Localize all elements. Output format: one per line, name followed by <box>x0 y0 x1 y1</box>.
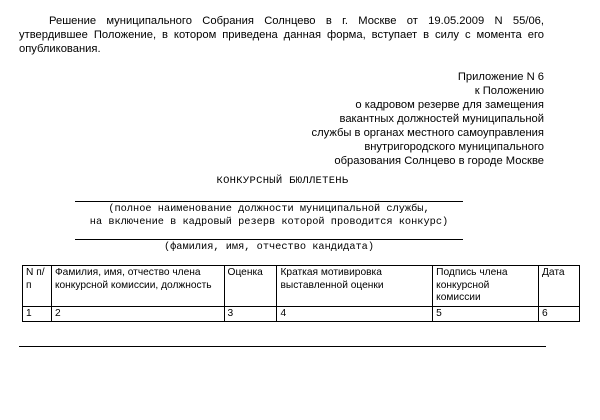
column-number-cell: 3 <box>224 306 277 322</box>
candidate-hint: (фамилия, имя, отчество кандидата) <box>163 241 375 253</box>
header-score: Оценка <box>224 266 277 307</box>
column-number-cell: 6 <box>539 306 580 322</box>
notice-line-2: утвердившее Положение, в котором приведена данная форма, вступает в силу с момента его <box>19 29 544 41</box>
header-signature: Подпись члена конкурсной комиссии <box>433 266 539 307</box>
appendix-header <box>312 70 544 168</box>
decision-notice <box>19 14 544 56</box>
appendix-line: к Положению <box>474 85 544 97</box>
position-hint-line-1: (полное наименование должности муниципальной службы, <box>108 203 430 215</box>
header-date: Дата <box>539 266 580 307</box>
notice-line-1: Решение муниципального Собрания Солнцево в г. Москве от 19.05.2009 N 55/06, <box>49 15 544 27</box>
appendix-line: вакантных должностей муниципальной <box>339 113 544 125</box>
header-motivation: Краткая мотивировка выставленной оценки <box>277 266 433 307</box>
bottom-divider <box>19 346 546 347</box>
column-number-cell: 5 <box>433 306 539 322</box>
candidate-blank-line <box>75 239 463 240</box>
column-number-cell: 2 <box>51 306 224 322</box>
column-number-cell: 4 <box>277 306 433 322</box>
header-number: N п/п <box>23 266 52 307</box>
ballot-title: КОНКУРСНЫЙ БЮЛЛЕТЕНЬ <box>216 175 349 187</box>
appendix-line: внутригородского муниципального <box>364 141 544 153</box>
table-header-row <box>23 266 580 307</box>
header-member-name: Фамилия, имя, отчество члена конкурсной комиссии, должность <box>51 266 224 307</box>
table-row <box>23 306 580 322</box>
position-blank-line <box>75 201 463 202</box>
appendix-line: образования Солнцево в городе Москве <box>334 155 544 167</box>
appendix-line: службы в органах местного самоуправления <box>311 127 544 139</box>
commission-table <box>22 265 580 322</box>
notice-line-3: опубликования. <box>19 43 101 55</box>
appendix-line: о кадровом резерве для замещения <box>355 99 544 111</box>
appendix-line: Приложение N 6 <box>457 71 544 83</box>
column-number-cell: 1 <box>23 306 52 322</box>
position-hint-line-2: на включение в кадровый резерв которой проводится конкурс) <box>89 216 449 228</box>
